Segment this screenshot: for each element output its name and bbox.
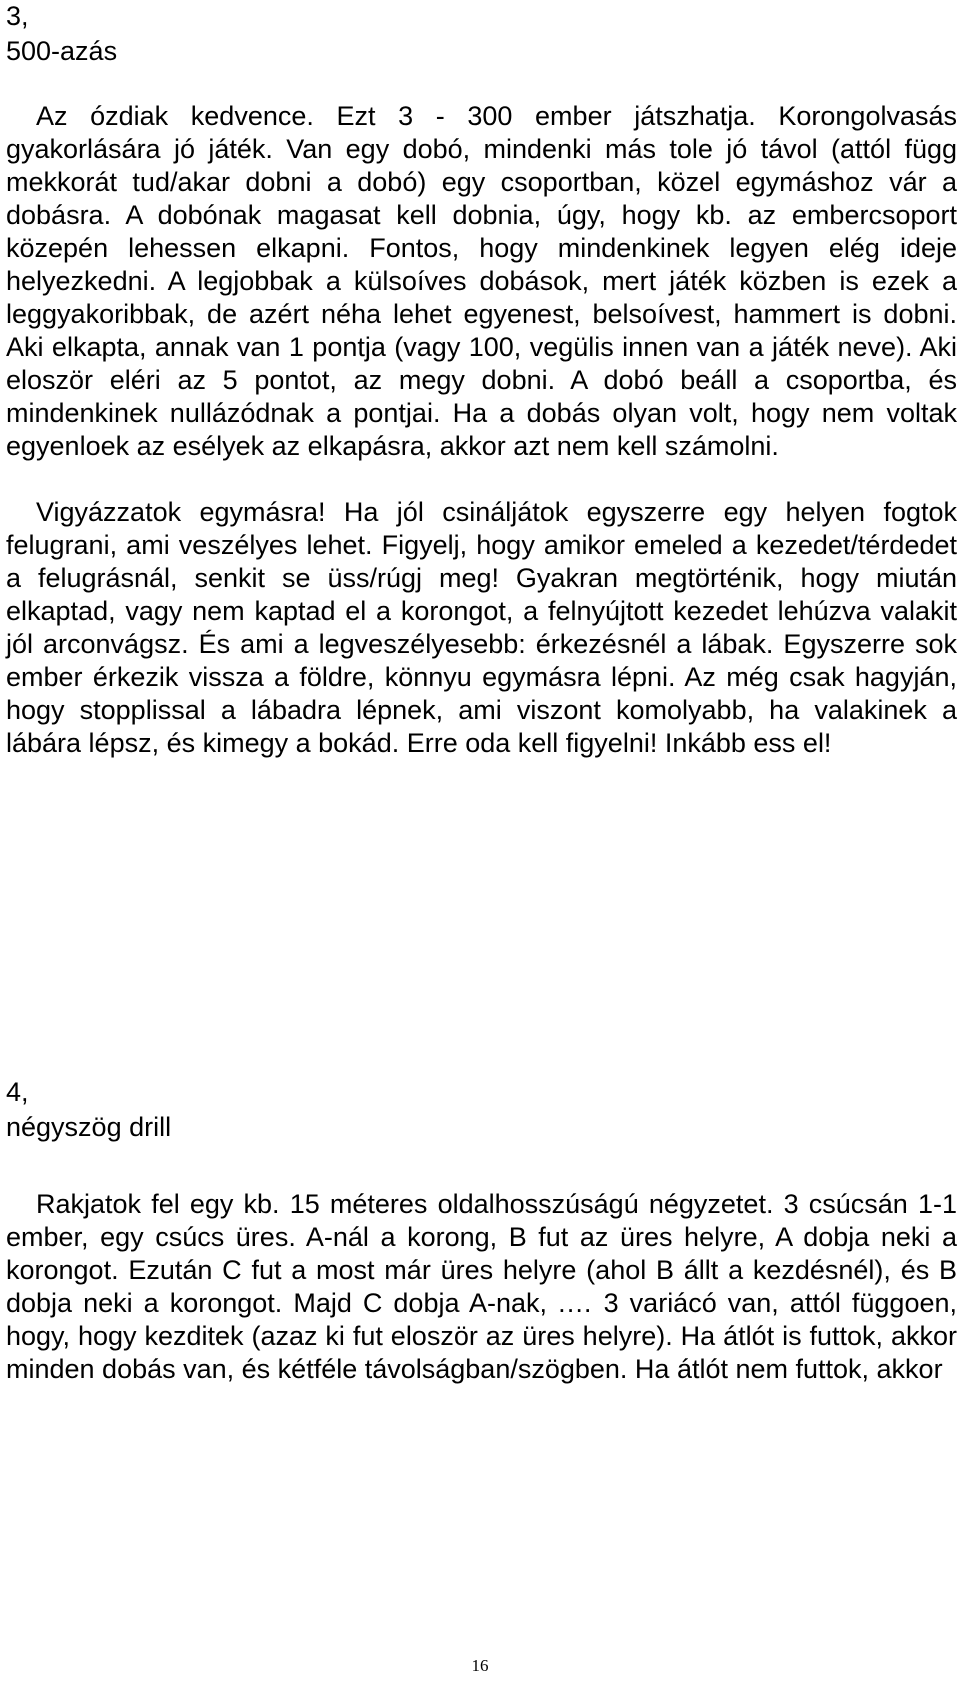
section-number: 4, bbox=[6, 1077, 29, 1107]
section-title: négyszög drill bbox=[6, 1112, 172, 1142]
section-paragraph: Az ózdiak kedvence. Ezt 3 - 300 ember játszhatja. Korongolvasás gyakorlására jó játék. Van egy dobó, mindenki más tole jó távol (attól függ mekkorát tud/akar dobni a dobó) egy csoportban, közel egymáshoz vár a dobásra. A dobónak magasat kell dobnia, úgy, hogy kb. az embercsoport közepén lehessen elkapni. Fontos, hogy mindenkinek legyen elég ideje helyezkedni. A legjobbak a külsoíves dobások, mert játék közben is ezek a leggyakoribbak, de azért néha lehet egyenest, belsoívest, hammert is dobni. Aki elkapta, annak van 1 pontja (vagy 100, vegülis innen van a játék neve). Aki eloször eléri az 5 pontot, az megy dobni. A dobó beáll a csoportba, és mindenkinek nullázódnak a pontjai. Ha a dobás olyan volt, hogy nem voltak egyenloek az esélyek az elkapásra, akkor azt nem kell számolni. bbox=[6, 101, 957, 461]
section-4 bbox=[6, 1076, 957, 1386]
section-paragraph: Rakjatok fel egy kb. 15 méteres oldalhosszúságú négyzetet. 3 csúcsán 1-1 ember, egy csúcs üres. A-nál a korong, B fut az üres helyre, A dobja neki a korongot. Ezután C fut a most már üres helyre (ahol B állt a kezdésnél), és B dobja neki a korongot. Majd C dobja A-nak, .… 3 variácó van, attól függoen, hogy, hogy kezditek (azaz ki fut eloször az üres helyre). Ha átlót is futtok, akkor minden dobás van, és kétféle távolságban/szögben. Ha átlót nem futtok, akkor bbox=[6, 1189, 957, 1384]
section-title: 500-azás bbox=[6, 36, 118, 66]
section-number: 3, bbox=[6, 1, 29, 31]
section-3 bbox=[6, 0, 957, 760]
section-paragraph: Vigyázzatok egymásra! Ha jól csináljátok egyszerre egy helyen fogtok felugrani, ami veszélyes lehet. Figyelj, hogy amikor emeled a kezedet/térdedet a felugrásnál, senkit se üss/rúgj meg! Gyakran megtörténik, hogy miután elkaptad, vagy nem kaptad el a korongot, a felnyújtott kezedet lehúzva valakit jól arconvágsz. És ami a legveszélyesebb: érkezésnél a lábak. Egyszerre sok ember érkezik vissza a földre, könnyu egymásra lépni. Az még csak hagyján, hogy stopplissal a lábadra lépnek, ami viszont komolyabb, ha valakinek a lábára lépsz, és kimegy a bokád. Erre oda kell figyelni! Inkább ess el! bbox=[6, 497, 957, 758]
page-number: 16 bbox=[471, 1656, 489, 1675]
